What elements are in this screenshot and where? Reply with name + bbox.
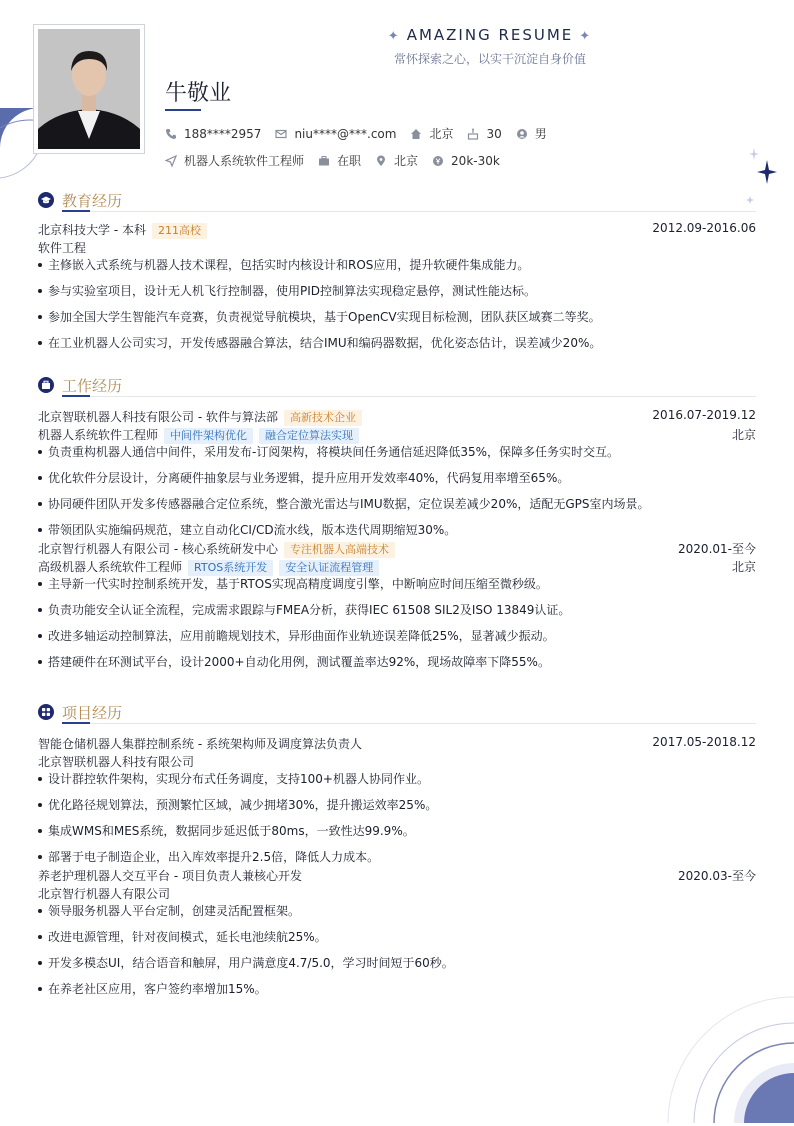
list-item: 设计群控软件架构，实现分布式任务调度，支持100+机器人协同作业。 [38, 771, 756, 797]
job-role-row [38, 558, 756, 576]
target-city-item [375, 152, 418, 169]
resume-brand [350, 26, 630, 67]
job-intent-row [165, 152, 514, 169]
gender-value: 男 [534, 127, 547, 141]
phone-value: 188****2957 [184, 126, 262, 141]
salary-value: 20k-30k [451, 153, 500, 168]
education-section [38, 189, 756, 361]
list-item: 优化软件分层设计，分离硬件抽象层与业务逻辑，提升应用开发效率40%，代码复用率增至65%。 [38, 470, 756, 496]
list-item: 主导新一代实时控制系统开发，基于RTOS实现高精度调度引擎，中断响应时间压缩至微秒级。 [38, 576, 756, 602]
list-item: 协同硬件团队开发多传感器融合定位系统，整合激光雷达与IMU数据，定位误差减少20%，适配无GPS室内场景。 [38, 496, 756, 522]
company-name: 北京智联机器人科技有限公司 - 软件与算法部 [38, 410, 278, 424]
section-title: 工作经历 [62, 377, 123, 395]
job-location: 北京 [731, 428, 756, 442]
sparkle-icon: ✦ [387, 29, 401, 44]
job-entry-header [38, 540, 756, 558]
sparkle-icon: ✦ [579, 29, 593, 44]
email-value: niu****@***.com [294, 126, 397, 141]
project-bullets [38, 903, 756, 1007]
section-divider [62, 723, 756, 724]
briefcase-icon [38, 377, 54, 393]
home-icon [410, 128, 422, 140]
section-header [38, 374, 756, 396]
job-date: 2020.01-至今 [678, 542, 756, 556]
list-item: 带领团队实施编码规范，建立自动化CI/CD流水线，版本迭代周期缩短30%。 [38, 522, 756, 540]
role-tag: RTOS系统开发 [188, 560, 273, 576]
job-entry-header [38, 408, 756, 426]
email-icon [275, 128, 287, 140]
education-major-row [38, 239, 756, 257]
brand-subtitle: 常怀探索之心，以实干沉淀自身价值 [393, 52, 586, 66]
status-item [318, 152, 361, 169]
city-value: 北京 [429, 127, 454, 141]
job-role-row [38, 426, 756, 444]
profile-photo-frame [33, 24, 145, 154]
email-item [275, 127, 396, 141]
job-role [38, 426, 359, 444]
education-school [38, 221, 207, 239]
company-tag: 高新技术企业 [284, 410, 362, 426]
location-pin-icon [375, 155, 387, 167]
list-item: 改进多轴运动控制算法，应用前瞻规划技术，异形曲面作业轨迹误差降低25%，显著减少振动。 [38, 628, 756, 654]
job-role [38, 558, 379, 576]
list-item: 优化路径规划算法，预测繁忙区域，减少拥堵30%，提升搬运效率25%。 [38, 797, 756, 823]
name-underline [165, 109, 201, 111]
section-title: 项目经历 [62, 704, 123, 722]
list-item: 搭建硬件在环测试平台，设计2000+自动化用例，测试覆盖率达92%，现场故障率下降55%。 [38, 654, 756, 680]
job-company [38, 408, 362, 426]
work-section [38, 374, 756, 680]
project-bullets [38, 771, 756, 867]
section-header [38, 189, 756, 211]
target-city-value: 北京 [394, 154, 419, 168]
role-tag: 中间件架构优化 [164, 428, 253, 444]
age-value: 30 [486, 126, 502, 141]
company-name: 北京智行机器人有限公司 - 核心系统研发中心 [38, 542, 278, 556]
school-name: 北京科技大学 - 本科 [38, 223, 146, 237]
list-item: 部署于电子制造企业，出入库效率提升2.5倍，降低人力成本。 [38, 849, 756, 867]
job-bullets [38, 444, 756, 540]
section-title: 教育经历 [62, 192, 123, 210]
list-item: 负责功能安全认证全流程，完成需求跟踪与FMEA分析，获得IEC 61508 SIL2及ISO 13849认证。 [38, 602, 756, 628]
project-org-row [38, 885, 756, 903]
briefcase-icon [318, 155, 330, 167]
projects-section [38, 701, 756, 1007]
job-date: 2016.07-2019.12 [652, 408, 756, 422]
section-divider-accent [62, 210, 90, 212]
section-divider-accent [62, 395, 90, 397]
job-company [38, 540, 395, 558]
list-item: 主修嵌入式系统与机器人技术课程，包括实时内核设计和ROS应用，提升软硬件集成能力。 [38, 257, 756, 283]
project-org-row [38, 753, 756, 771]
decorative-circles [664, 993, 794, 1123]
project-date: 2017.05-2018.12 [652, 735, 756, 749]
phone-icon [165, 128, 177, 140]
cake-icon [467, 128, 479, 140]
project-org: 北京智联机器人科技有限公司 [38, 755, 195, 769]
education-entry-header [38, 221, 756, 239]
list-item: 参与实验室项目，设计无人机飞行控制器，使用PID控制算法实现稳定悬停，测试性能达标。 [38, 283, 756, 309]
user-icon [516, 128, 528, 140]
list-item: 改进电源管理，针对夜间模式，延长电池续航25%。 [38, 929, 756, 955]
city-item [410, 125, 453, 142]
job-location: 北京 [731, 560, 756, 574]
brand-title-text: AMAZING RESUME [406, 26, 574, 44]
position-item [165, 152, 304, 169]
company-tag: 专注机器人高端技术 [284, 542, 395, 558]
section-divider [62, 211, 756, 212]
education-date: 2012.09-2016.06 [652, 221, 756, 235]
graduation-cap-icon [38, 192, 54, 208]
money-icon [432, 155, 444, 167]
profile-photo [38, 29, 140, 149]
phone-item [165, 127, 261, 141]
project-date: 2020.03-至今 [678, 869, 756, 883]
project-entry-header [38, 867, 756, 885]
school-tag: 211高校 [152, 223, 207, 239]
project-org: 北京智行机器人有限公司 [38, 887, 171, 901]
list-item: 负责重构机器人通信中间件，采用发布-订阅架构，将模块间任务通信延迟降低35%，保障多任务实时交互。 [38, 444, 756, 470]
section-header [38, 701, 756, 723]
contact-info-row [165, 125, 561, 142]
grid-icon [38, 704, 54, 720]
candidate-name: 牛敬业 [165, 81, 232, 106]
education-bullets [38, 257, 756, 361]
list-item: 集成WMS和MES系统，数据同步延迟低于80ms，一致性达99.9%。 [38, 823, 756, 849]
section-divider [62, 396, 756, 397]
project-entry-header [38, 735, 756, 753]
role-tag: 安全认证流程管理 [279, 560, 379, 576]
list-item: 开发多模态UI，结合语音和触屏，用户满意度4.7/5.0，学习时间短于60秒。 [38, 955, 756, 981]
role-name: 高级机器人系统软件工程师 [38, 560, 183, 574]
education-major: 软件工程 [38, 241, 87, 255]
project-name: 养老护理机器人交互平台 - 项目负责人兼核心开发 [38, 869, 302, 883]
section-divider-accent [62, 722, 90, 724]
role-name: 机器人系统软件工程师 [38, 428, 159, 442]
brand-title [350, 26, 630, 44]
send-icon [165, 155, 177, 167]
status-value: 在职 [337, 154, 362, 168]
job-bullets [38, 576, 756, 680]
list-item: 在养老社区应用，客户签约率增加15%。 [38, 981, 756, 1007]
role-tag: 融合定位算法实现 [259, 428, 359, 444]
project-name: 智能仓储机器人集群控制系统 - 系统架构师及调度算法负责人 [38, 737, 362, 751]
list-item: 参加全国大学生智能汽车竞赛，负责视觉导航模块，基于OpenCV实现目标检测，团队获区域赛二等奖。 [38, 309, 756, 335]
salary-item [432, 154, 500, 168]
list-item: 领导服务机器人平台定制，创建灵活配置框架。 [38, 903, 756, 929]
gender-item [516, 125, 547, 142]
age-item [467, 127, 501, 141]
list-item: 在工业机器人公司实习，开发传感器融合算法，结合IMU和编码器数据，优化姿态估计，误差减少20%。 [38, 335, 756, 361]
position-value: 机器人系统软件工程师 [184, 154, 305, 168]
